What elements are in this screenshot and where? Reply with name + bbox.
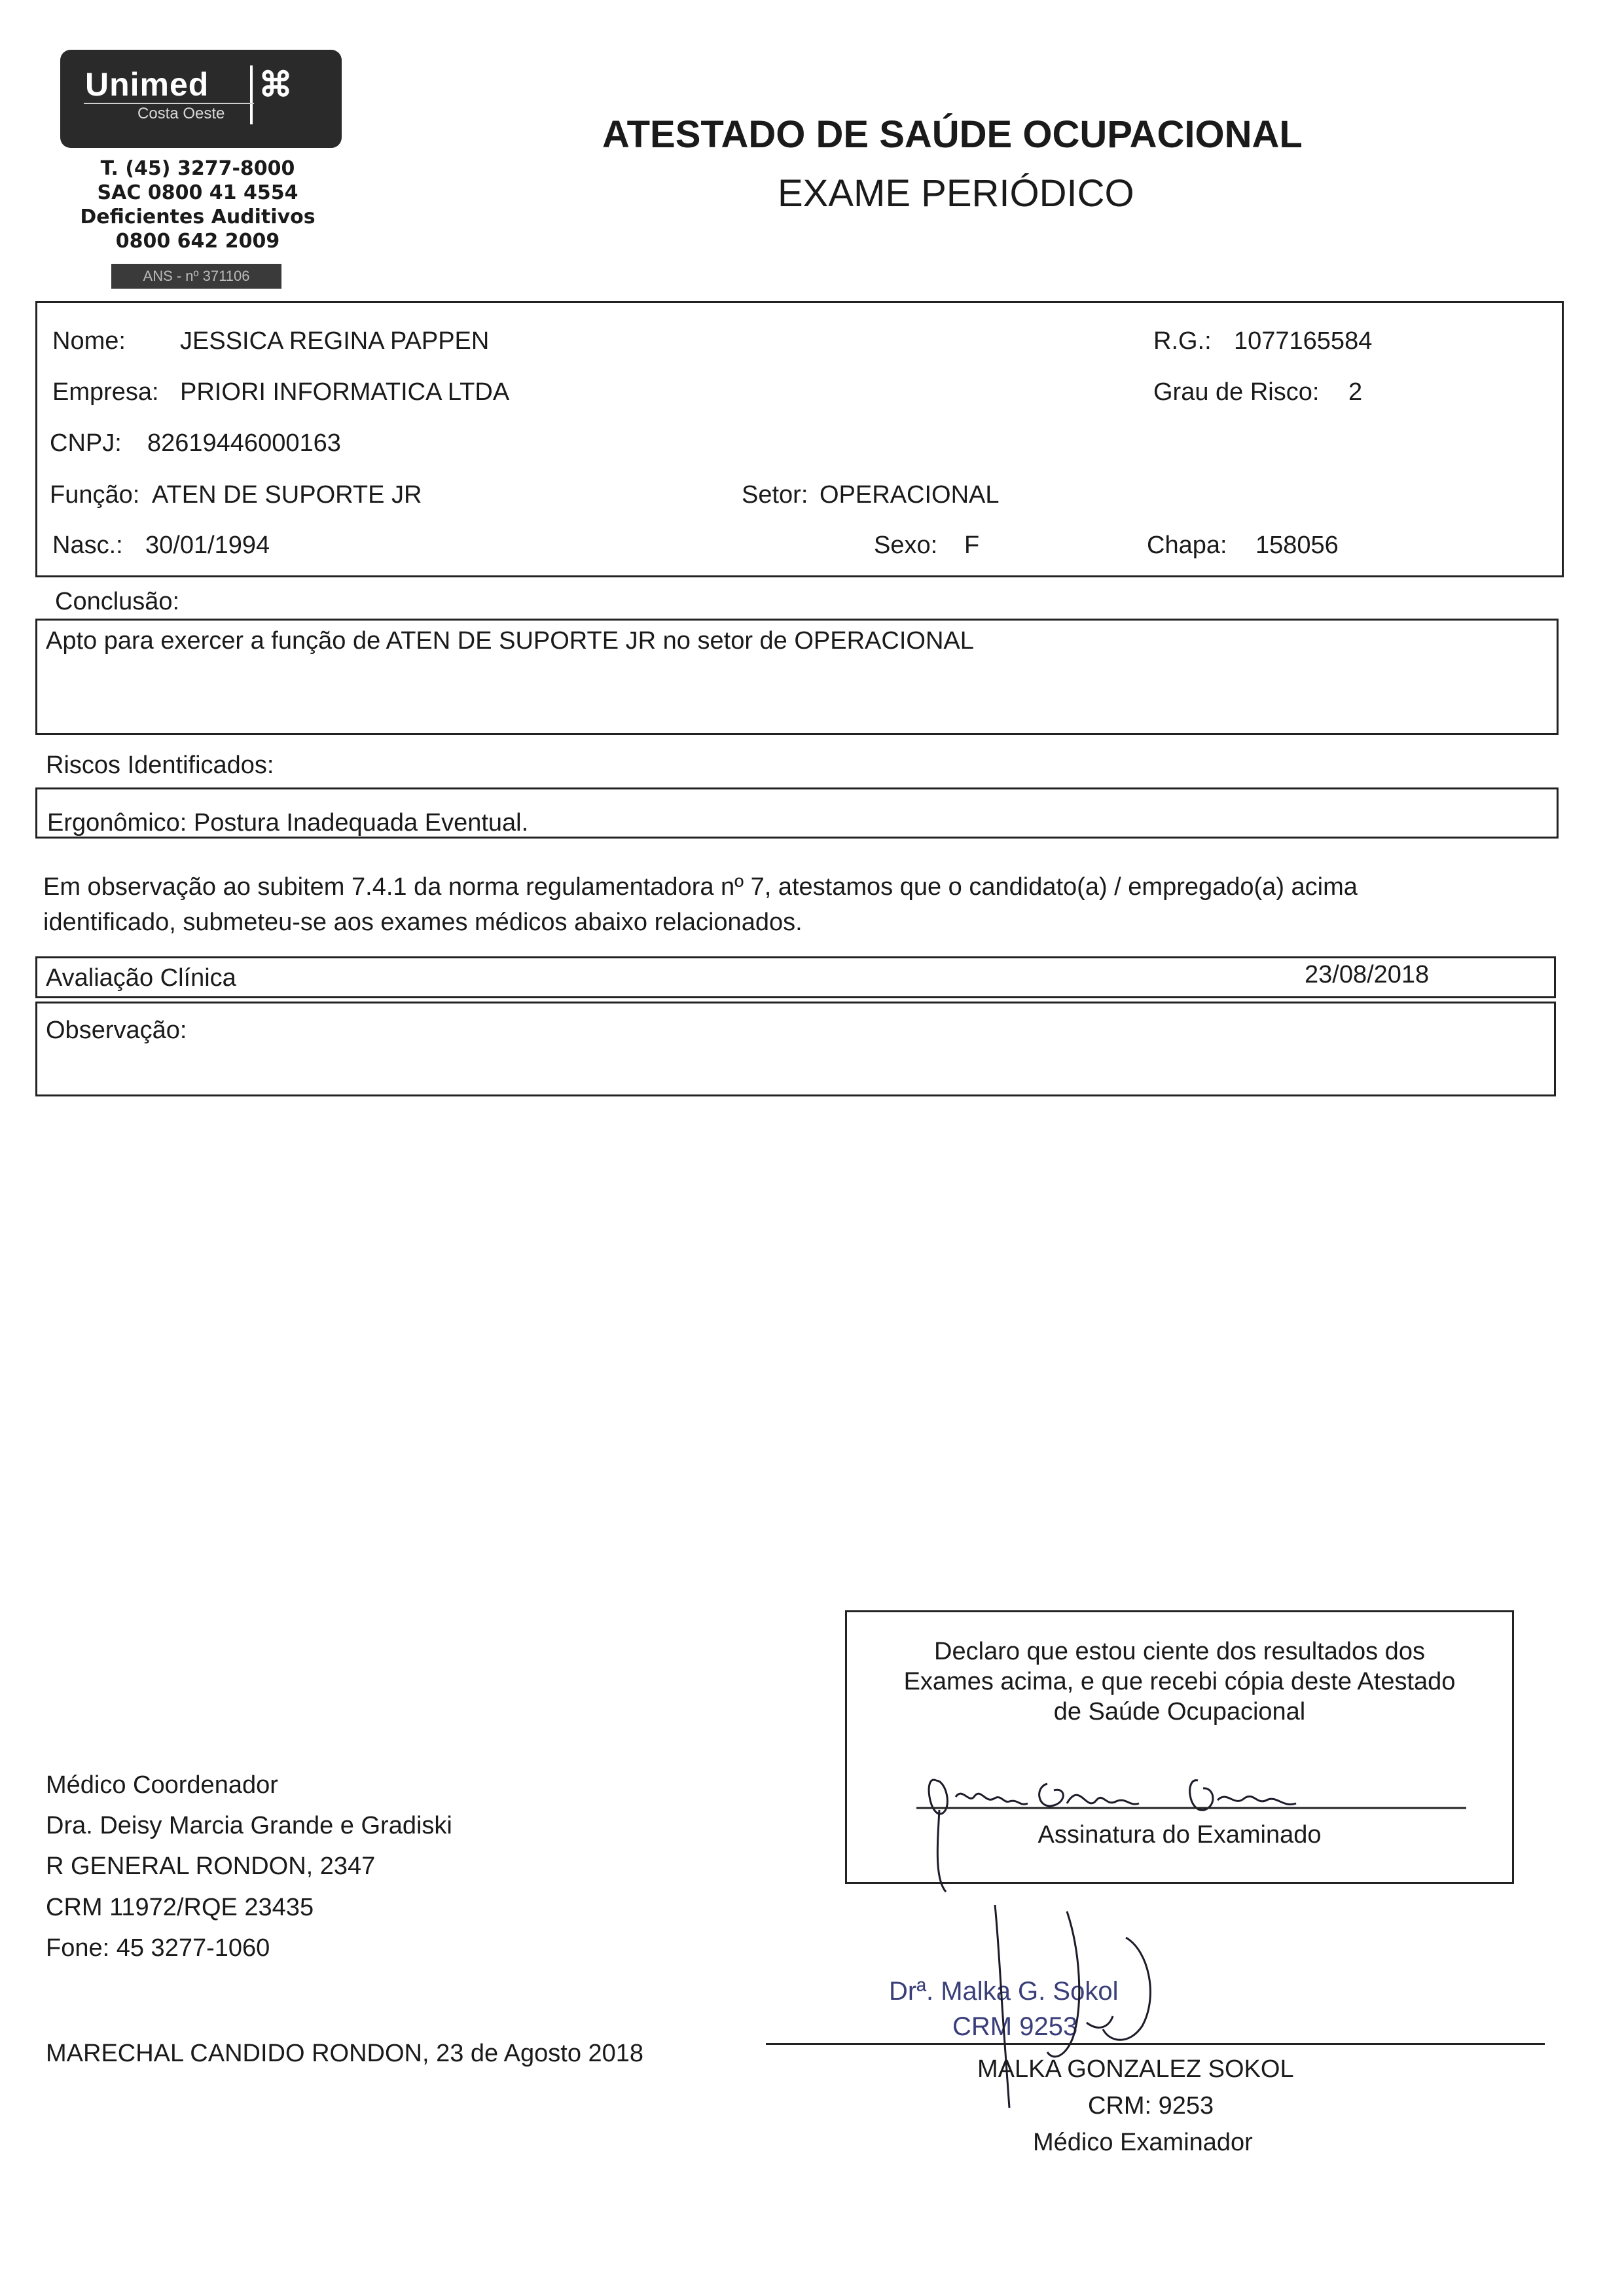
examinee-signature [890, 1741, 1479, 1898]
norma-line-1: Em observação ao subitem 7.4.1 da norma regulamentadora nº 7, atestamos que o candidato(a) / empregado(a) acima [43, 873, 1358, 901]
observacao-box [35, 1002, 1556, 1096]
rg-label: R.G.: [1153, 327, 1212, 355]
empresa-label: Empresa: [52, 378, 159, 406]
local-data: MARECHAL CANDIDO RONDON, 23 de Agosto 2018 [46, 2040, 644, 2067]
examinador-crm: CRM: 9253 [1088, 2092, 1214, 2120]
logo-region: Costa Oeste [137, 105, 225, 122]
unimed-tree-icon: ⌘ [259, 66, 293, 104]
declaracao-line-2: Exames acima, e que recebi cópia deste Atestado [903, 1668, 1456, 1695]
nasc-value: 30/01/1994 [145, 532, 270, 559]
chapa-label: Chapa: [1147, 532, 1227, 559]
contact-deficientes-phone: 0800 642 2009 [115, 230, 280, 253]
avaliacao-label: Avaliação Clínica [46, 964, 236, 992]
declaracao-line-3: de Saúde Ocupacional [1053, 1698, 1306, 1726]
rg-value: 1077165584 [1234, 327, 1373, 355]
examinador-role: Médico Examinador [1033, 2129, 1253, 2156]
coordenador-fone: Fone: 45 3277-1060 [46, 1934, 270, 1962]
sexo-label: Sexo: [874, 532, 938, 559]
declaracao-line-1: Declaro que estou ciente dos resultados dos [934, 1638, 1425, 1665]
logo-separator [250, 65, 253, 124]
riscos-label: Riscos Identificados: [46, 751, 274, 779]
examinador-name: MALKA GONZALEZ SOKOL [977, 2055, 1294, 2083]
cnpj-label: CNPJ: [50, 429, 122, 457]
funcao-value: ATEN DE SUPORTE JR [152, 481, 422, 509]
conclusao-label: Conclusão: [55, 588, 180, 615]
coordenador-address: R GENERAL RONDON, 2347 [46, 1852, 376, 1880]
cnpj-value: 82619446000163 [147, 429, 341, 457]
grau-label: Grau de Risco: [1153, 378, 1320, 406]
stamp-line-1: Drª. Malka G. Sokol [889, 1977, 1119, 2006]
nasc-label: Nasc.: [52, 532, 123, 559]
contact-deficientes: Deficientes Auditivos [80, 206, 316, 228]
observacao-label: Observação: [46, 1017, 187, 1044]
coordenador-title: Médico Coordenador [46, 1771, 278, 1799]
declaracao-signature-caption: Assinatura do Examinado [1038, 1821, 1322, 1849]
setor-label: Setor: [742, 481, 808, 509]
contact-phone: T. (45) 3277-8000 [100, 157, 295, 180]
sexo-value: F [964, 532, 980, 559]
funcao-label: Função: [50, 481, 140, 509]
setor-value: OPERACIONAL [820, 481, 1000, 509]
coordenador-crm: CRM 11972/RQE 23435 [46, 1894, 314, 1921]
grau-value: 2 [1348, 378, 1363, 406]
nome-label: Nome: [52, 327, 126, 355]
document-subtitle: EXAME PERIÓDICO [778, 172, 1134, 215]
logo-underline [84, 103, 254, 104]
norma-line-2: identificado, submeteu-se aos exames médicos abaixo relacionados. [43, 909, 803, 936]
riscos-text: Ergonômico: Postura Inadequada Eventual. [47, 809, 529, 837]
examinador-signature-line [766, 2043, 1545, 2045]
chapa-value: 158056 [1255, 532, 1339, 559]
conclusao-text: Apto para exercer a função de ATEN DE SUPORTE JR no setor de OPERACIONAL [46, 627, 974, 655]
empresa-value: PRIORI INFORMATICA LTDA [180, 378, 510, 406]
document-title: ATESTADO DE SAÚDE OCUPACIONAL [602, 113, 1303, 156]
stamp-line-2: CRM 9253 [952, 2012, 1078, 2041]
contact-sac: SAC 0800 41 4554 [97, 181, 298, 204]
nome-value: JESSICA REGINA PAPPEN [180, 327, 490, 355]
ans-badge: ANS - nº 371106 [111, 264, 281, 289]
coordenador-name: Dra. Deisy Marcia Grande e Gradiski [46, 1812, 452, 1839]
avaliacao-date: 23/08/2018 [1305, 961, 1430, 988]
logo-brand: Unimed [85, 66, 209, 103]
